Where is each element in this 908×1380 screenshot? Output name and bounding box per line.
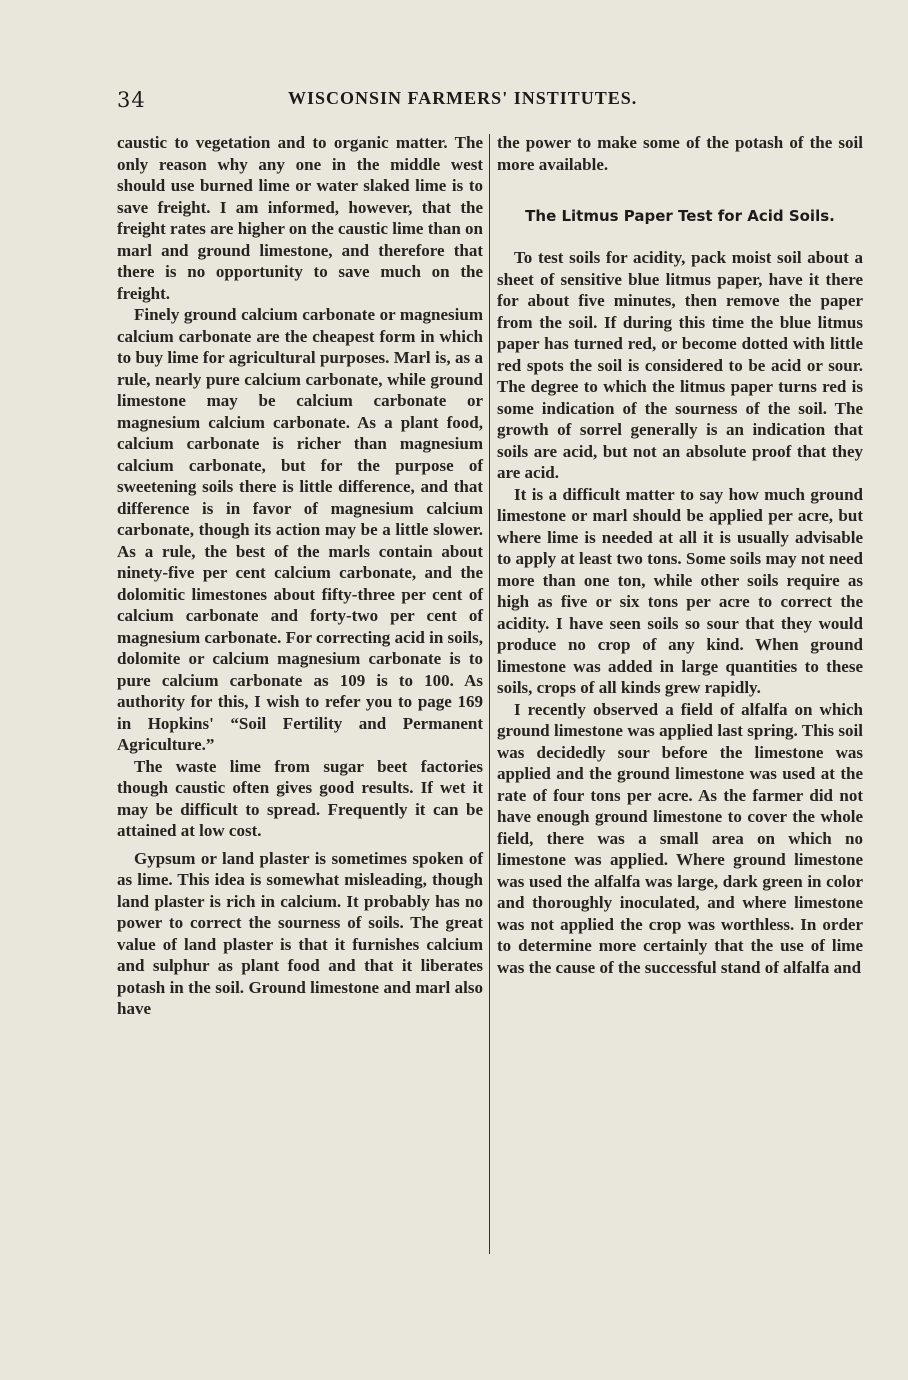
paragraph: The waste lime from sugar beet factories though caustic often gives good results. If wet it may be difficult to spread. Frequently it can be attained at low cost.	[117, 756, 483, 840]
paragraph: It is a difficult matter to say how much ground limestone or marl should be applied per acre, but where lime is needed at all it is usually advisable to apply at least two tons. Some soils may not need more than one ton, while other soils require as high as five or six tons per acre to correct the acidity. I have seen soils so sour that they would produce no crop of any kind. When ground limestone was added in large quantities to these soils, crops of all kinds grew rapidly.	[497, 484, 863, 697]
paragraph-continuation: the power to make some of the potash of the soil more available.	[497, 133, 863, 174]
paragraph: I recently observed a field of alfalfa on which ground limestone was applied last spring. This soil was decidedly sour before the limestone was applied and the ground limestone was used at the rate of four tons per acre. As the farmer did not have enough ground limestone to cover the whole field, there was a small area on which no limestone was applied. Where ground limestone was used the alfalfa was large, dark green in color and thoroughly inoculated, and where limestone was not applied the crop was worthless. In order to determine more certainly that the use of lime was the cause of the successful stand of alfalfa and	[497, 699, 863, 977]
paragraph: caustic to vegetation and to organic matter. The only reason why any one in the middle west should use burned lime or water slaked lime is to save freight. I am informed, however, that the freight rates are higher on the caustic lime than on marl and ground limestone, and therefore that there is no opportunity to save much on the freight.	[117, 133, 483, 303]
running-head: WISCONSIN FARMERS' INSTITUTES.	[288, 88, 638, 108]
section-heading: The Litmus Paper Test for Acid Soils.	[525, 207, 835, 225]
paragraph: Finely ground calcium carbonate or magnesium calcium carbonate are the cheapest form in which to buy lime for agricultural purposes. Marl is, as a rule, nearly pure calcium carbonate, while ground limestone may be calcium carbonate or magnesium calcium carbonate. As a plant food, calcium carbonate is richer than magnesium calcium carbonate, but for the purpose of sweetening soils there is little difference, and that difference is in favor of magnesium calcium carbonate, though its action may be a little slower. As a rule, the best of the marls contain about ninety-five per cent calcium carbonate, and the dolomitic limestones about fifty-three per cent of calcium carbonate and forty-two per cent of magnesium carbonate. For correcting acid in soils, dolomite or calcium magnesium carbonate is to pure calcium carbonate as 109 is to 100. As authority for this, I wish to refer you to page 169 in Hopkins' “Soil Fertility and Permanent Agriculture.”	[117, 305, 483, 754]
column-divider	[489, 134, 490, 1254]
right-column	[497, 132, 863, 978]
paragraph: Gypsum or land plaster is sometimes spoken of as lime. This idea is somewhat misleading, though land plaster is rich in calcium. It probably has no power to correct the sourness of soils. The great value of land plaster is that it furnishes calcium and sulphur as plant food and that it liberates potash in the soil. Ground limestone and marl also have	[117, 848, 483, 1018]
page-number: 34	[117, 88, 146, 112]
left-column	[117, 132, 483, 1020]
paragraph: To test soils for acidity, pack moist soil about a sheet of sensitive blue litmus paper, have it there for about five minutes, then remove the paper from the soil. If during this time the blue litmus paper has turned red, or become dotted with little red spots the soil is considered to be acid or sour. The degree to which the litmus paper turns red is some indication of the sourness of the soil. The growth of sorrel generally is an indication that soils are acid, but not an absolute proof that they are acid.	[497, 248, 863, 482]
